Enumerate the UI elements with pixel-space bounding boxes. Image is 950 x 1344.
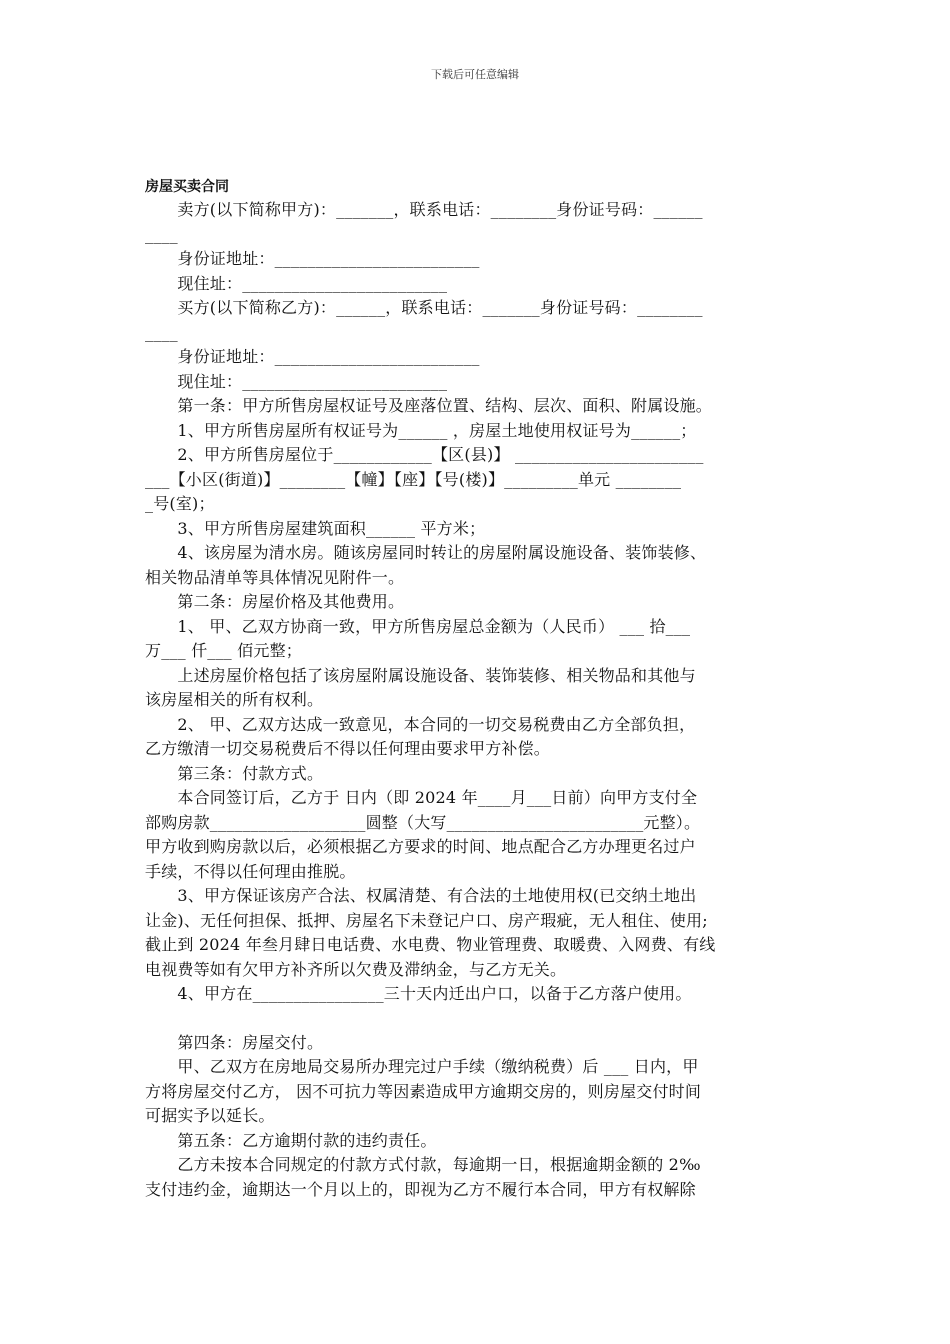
text-line: 可据实予以延长。 [145, 1106, 275, 1125]
text-line: 第四条：房屋交付。 [145, 1032, 324, 1052]
contract-body [145, 198, 810, 1202]
page-header-note: 下载后可任意编辑 [431, 68, 519, 81]
text-line: ___【小区(街道)】________【幢】【座】【号(楼)】_________单元 ________ [145, 469, 682, 489]
document-title: 房屋买卖合同 [145, 179, 229, 195]
text-line: 买方(以下简称乙方)：______，联系电话：_______身份证号码：________ [145, 298, 703, 317]
text-line: 现住址：_________________________ [145, 273, 448, 293]
text-line: 甲方收到购房款以后，必须根据乙方要求的时间、地点配合乙方办理更名过户 [145, 837, 696, 856]
text-line: 相关物品清单等具体情况见附件一。 [145, 567, 405, 587]
text-line: 3、甲方所售房屋建筑面积______ 平方米； [145, 518, 486, 538]
text-line: 手续，不得以任何理由推脱。 [145, 861, 356, 881]
text-line: 现住址：_________________________ [145, 371, 448, 391]
text-line: 方将房屋交付乙方， 因不可抗力等因素造成甲方逾期交房的，则房屋交付时间 [145, 1081, 702, 1101]
blank-line [145, 1007, 810, 1031]
text-line: 身份证地址：_________________________ [145, 347, 480, 366]
text-line: 让金)、无任何担保、抵押、房屋名下未登记户口、房产瑕疵，无人租住、使用; [145, 910, 708, 930]
text-line: 本合同签订后，乙方于 日内（即 2024 年____月___日前）向甲方支付全 [145, 788, 698, 807]
text-line: 2、甲方所售房屋位于____________【区(县)】 _______________________ [145, 445, 704, 464]
text-line: ____ [145, 224, 178, 244]
text-line: 第二条：房屋价格及其他费用。 [145, 592, 405, 611]
text-line: 4、甲方在________________三十天内迁出户口，以备于乙方落户使用。 [145, 984, 692, 1003]
text-line: 乙方缴清一切交易税费后不得以任何理由要求甲方补偿。 [145, 739, 551, 758]
text-line: 电视费等如有欠甲方补齐所以欠费及滞纳金，与乙方无关。 [145, 959, 567, 979]
text-line: 第一条：甲方所售房屋权证号及座落位置、结构、层次、面积、附属设施。 [145, 396, 713, 415]
text-line: 甲、乙双方在房地局交易所办理完过户手续（缴纳税费）后 ___ 日内，甲 [145, 1057, 699, 1076]
text-line: 2、 甲、乙双方达成一致意见，本合同的一切交易税费由乙方全部负担， [145, 714, 696, 734]
text-line: 部购房款___________________圆整（大写________________________元整）。 [145, 812, 701, 832]
text-line: 4、该房屋为清水房。随该房屋同时转让的房屋附属设施设备、装饰装修、 [145, 543, 707, 562]
text-line: 卖方(以下简称甲方)：_______，联系电话：________身份证号码：______ [145, 200, 703, 219]
text-line: 第三条：付款方式。 [145, 763, 324, 783]
text-line: 1、 甲、乙双方协商一致，甲方所售房屋总金额为（人民币） ___ 拾___ [145, 616, 691, 636]
text-line: 1、甲方所售房屋所有权证号为______ ，房屋土地使用权证号为______； [145, 420, 697, 440]
text-line: 3、甲方保证该房产合法、权属清楚、有合法的土地使用权(已交纳土地出 [145, 886, 697, 905]
text-line: ____ [145, 322, 178, 342]
text-line: 万___ 仟___ 佰元整； [145, 641, 302, 660]
text-line: 截止到 2024 年叁月肆日电话费、水电费、物业管理费、取暖费、入网费、有线 [145, 935, 716, 954]
text-line: 第五条：乙方逾期付款的违约责任。 [145, 1130, 437, 1150]
text-line: 上述房屋价格包括了该房屋附属设施设备、装饰装修、相关物品和其他与 [145, 665, 696, 685]
text-line: 乙方未按本合同规定的付款方式付款，每逾期一日，根据逾期金额的 2‰ [145, 1155, 701, 1174]
text-line: 身份证地址：_________________________ [145, 249, 480, 268]
text-line: 该房屋相关的所有权利。 [145, 690, 324, 709]
text-line: _号(室)； [145, 494, 215, 513]
text-line: 支付违约金，逾期达一个月以上的，即视为乙方不履行本合同，甲方有权解除 [145, 1179, 696, 1199]
